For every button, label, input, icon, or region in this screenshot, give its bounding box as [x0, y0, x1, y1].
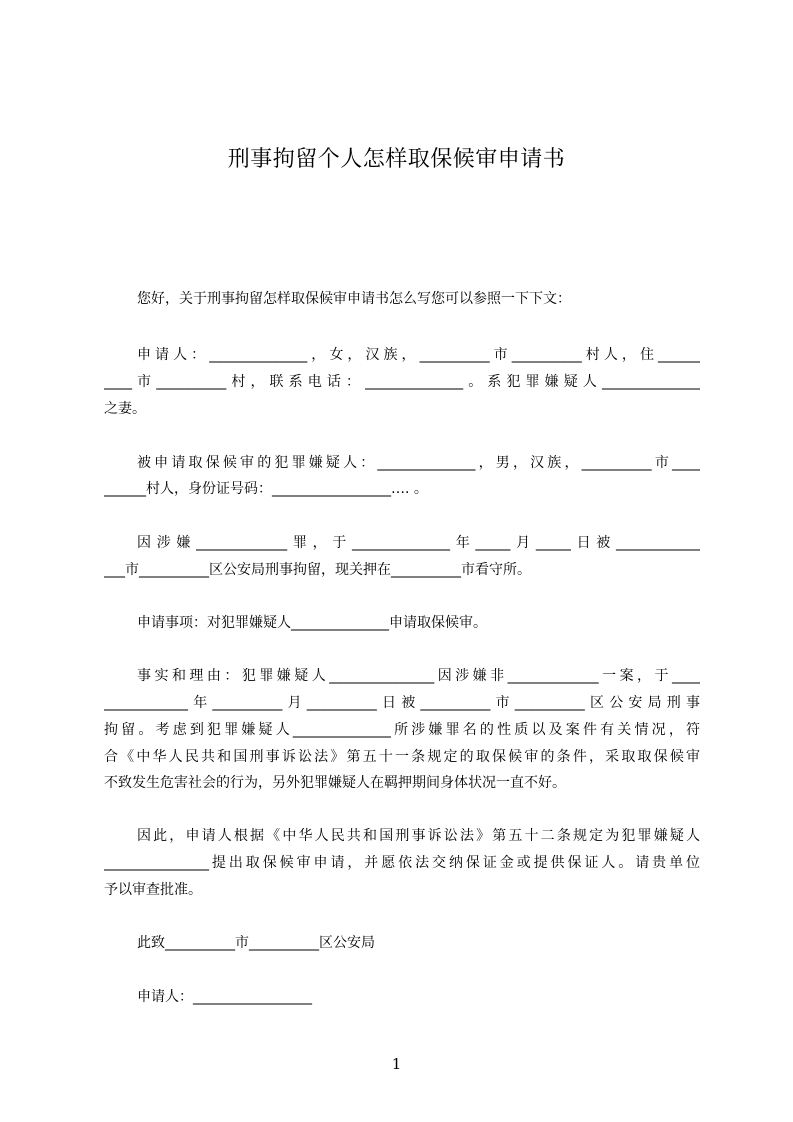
- conclusion-line-1: 因此，申请人根据《中华人民共和国刑事诉讼法》第五十二条规定为犯罪嫌疑人: [137, 828, 700, 844]
- document-title: 刑事拘留个人怎样取保候审申请书: [227, 147, 566, 172]
- facts-line-2: ____________年__________月__________日被__________市__________区公安局刑事: [104, 695, 700, 711]
- greeting-line: 您好，关于刑事拘留怎样取保候审申请书怎么写您可以参照一下下文：: [137, 291, 571, 307]
- facts-line-3: 拘留。考虑到犯罪嫌疑人______________所涉嫌罪名的性质以及案件有关情况，符: [104, 722, 700, 738]
- signature-line: 申请人：_________________: [137, 989, 312, 1005]
- addressee-line: 此致__________市__________区公安局: [137, 935, 375, 951]
- applicant-line-2: ____市__________村，联系电话：______________。系犯罪嫌疑人______________: [104, 374, 700, 390]
- facts-line-1: 事实和理由：犯罪嫌疑人_______________因涉嫌非_____________一案，于____: [137, 668, 700, 684]
- applicant-line-1: 申请人：______________，女，汉族，__________市__________村人，住______: [137, 347, 700, 363]
- facts-line-5: 不致发生危害社会的行为，另外犯罪嫌疑人在羁押期间身体状况一直不好。: [104, 775, 566, 791]
- page-number: 1: [391, 1055, 402, 1073]
- request-line: 申请事项：对犯罪嫌疑人______________申请取保候审。: [137, 615, 487, 631]
- detention-line-2: ___市__________区公安局刑事拘留，现关押在__________市看守所。: [104, 562, 531, 578]
- suspect-line-1: 被申请取保候审的犯罪嫌疑人：______________，男，汉族，__________市____: [137, 455, 700, 471]
- suspect-line-2: ______村人，身份证号码：_________________…. 。: [104, 481, 428, 497]
- detention-line-1: 因涉嫌_____________罪，于______________年_____月_____日被____________: [137, 535, 700, 551]
- applicant-line-3: 之妻。: [104, 401, 146, 417]
- facts-line-4: 合《中华人民共和国刑事诉讼法》第五十一条规定的取保候审的条件，采取取保候审: [104, 749, 700, 765]
- conclusion-line-2: _______________提出取保候审申请，并愿依法交纳保证金或提供保证人。请贵单位: [104, 855, 700, 871]
- conclusion-line-3: 予以审查批准。: [104, 882, 202, 898]
